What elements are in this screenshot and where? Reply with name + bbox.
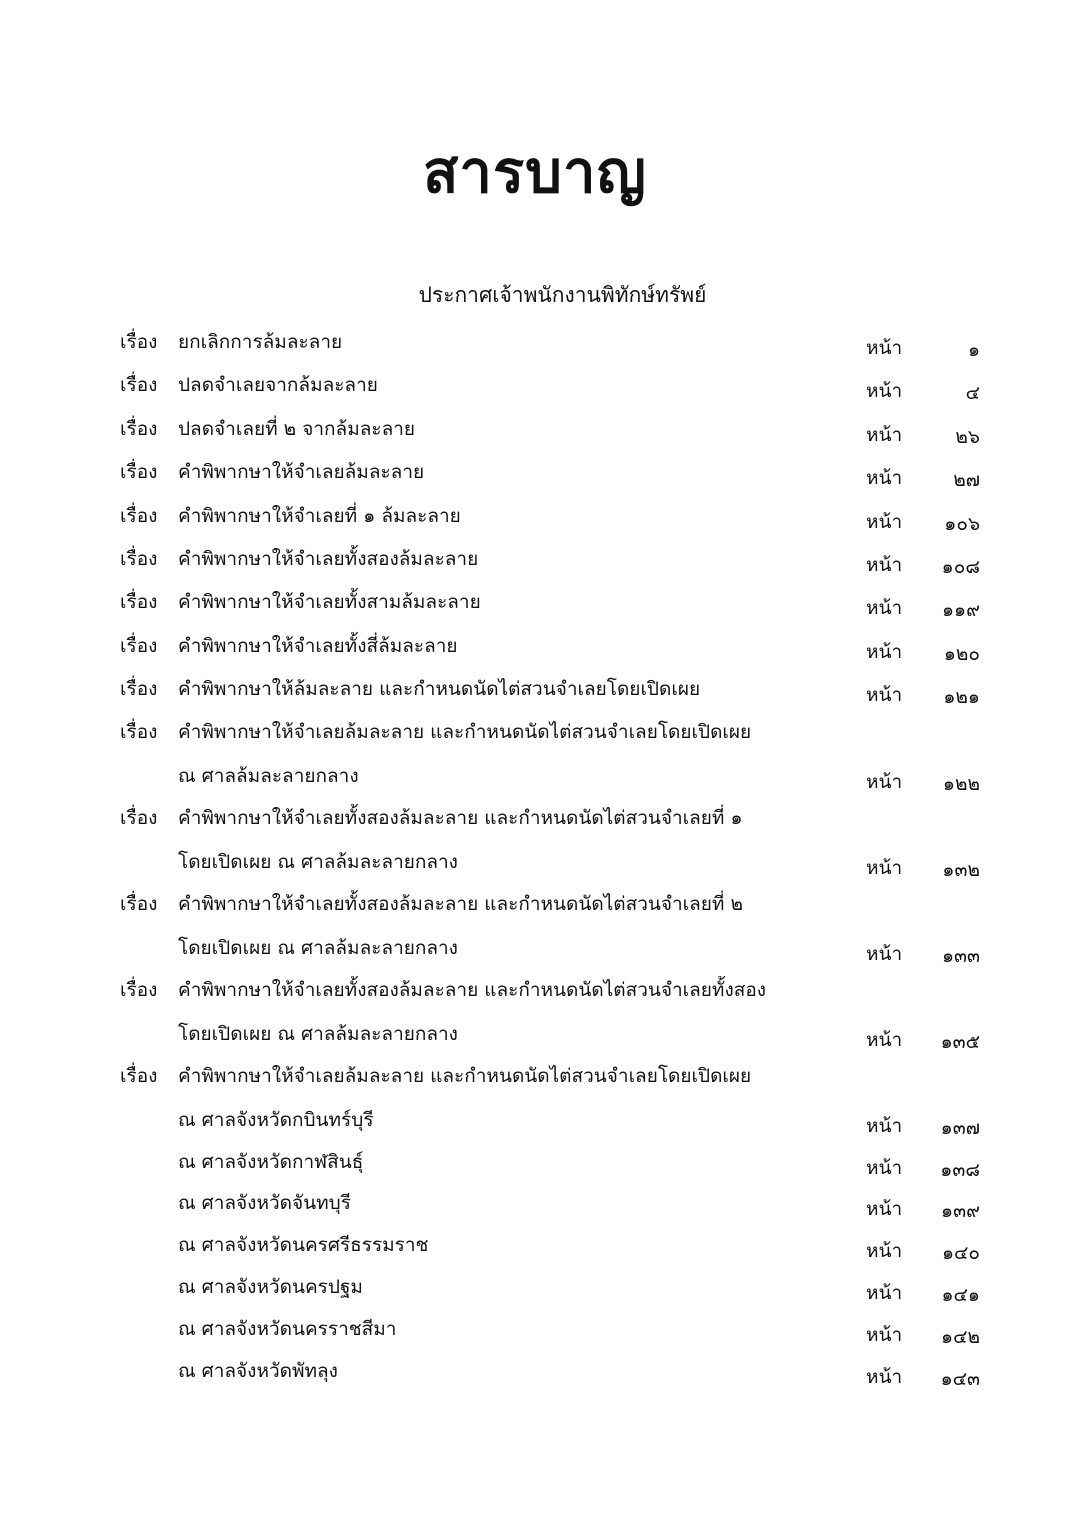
entry-text: ณ ศาลจังหวัดพัทลุง: [178, 1360, 338, 1382]
page-label: หน้า: [866, 597, 903, 619]
entry-keyword: เรื่อง: [120, 979, 158, 1001]
page-label: หน้า: [866, 337, 903, 359]
entry-keyword: เรื่อง: [120, 374, 158, 396]
toc-entry-continuation: [0, 850, 1070, 884]
toc-entry: [0, 1064, 1070, 1098]
entry-keyword: เรื่อง: [120, 331, 158, 353]
page-number: ๑: [967, 339, 980, 361]
entry-keyword: เรื่อง: [120, 807, 158, 829]
entry-keyword: เรื่อง: [120, 721, 158, 743]
toc-entry: [0, 330, 1070, 364]
toc-sub-entry: [0, 1275, 1070, 1309]
page-label: หน้า: [866, 684, 903, 706]
entry-text: ณ ศาลล้มละลายกลาง: [178, 765, 359, 787]
toc-entry: [0, 590, 1070, 624]
entry-text: คำพิพากษาให้จำเลยทั้งสองล้มละลาย และกำหนดนัดไต่สวนจำเลยที่ ๑: [178, 807, 743, 829]
entry-text: ณ ศาลจังหวัดจันทบุรี: [178, 1192, 351, 1214]
page-number: ๑๑๙: [941, 599, 980, 621]
page-label: หน้า: [866, 1115, 903, 1137]
entry-text: คำพิพากษาให้จำเลยทั้งสองล้มละลาย และกำหนดนัดไต่สวนจำเลยทั้งสอง: [178, 979, 767, 1001]
page-label: หน้า: [866, 1198, 903, 1220]
toc-entry: [0, 417, 1070, 451]
page-label: หน้า: [866, 1366, 903, 1388]
page-number: ๑๓๘: [940, 1159, 980, 1181]
page-number: ๑๓๕: [940, 1031, 980, 1053]
toc-entry: [0, 460, 1070, 494]
page-label: หน้า: [866, 641, 903, 663]
toc-entry: [0, 978, 1070, 1012]
page-label: หน้า: [866, 1324, 903, 1346]
page-number: ๔: [965, 382, 980, 404]
page-label: หน้า: [866, 511, 903, 533]
page-label: หน้า: [866, 554, 903, 576]
entry-text: ณ ศาลจังหวัดนครราชสีมา: [178, 1318, 397, 1340]
entry-text: คำพิพากษาให้จำเลยที่ ๑ ล้มละลาย: [178, 505, 461, 527]
entry-keyword: เรื่อง: [120, 678, 158, 700]
page-number: ๑๓๗: [940, 1117, 980, 1139]
entry-text: ยกเลิกการล้มละลาย: [178, 331, 343, 353]
page-label: หน้า: [866, 1157, 903, 1179]
toc-entry: [0, 373, 1070, 407]
page-number: ๑๒๑: [943, 686, 980, 708]
page-number: ๑๓๒: [942, 859, 980, 881]
page-number: ๒๗: [953, 469, 980, 491]
page-number: ๑๒๐: [943, 643, 980, 665]
page-number: ๑๔๑: [941, 1284, 980, 1306]
toc-entry: [0, 634, 1070, 668]
entry-keyword: เรื่อง: [120, 893, 158, 915]
entry-text: ปลดจำเลยจากล้มละลาย: [178, 374, 378, 396]
entry-text: คำพิพากษาให้จำเลยทั้งสองล้มละลาย และกำหนดนัดไต่สวนจำเลยที่ ๒: [178, 893, 744, 915]
toc-entry: [0, 547, 1070, 581]
page-number: ๑๐๖: [944, 513, 980, 535]
entry-text: คำพิพากษาให้จำเลยล้มละลาย และกำหนดนัดไต่สวนจำเลยโดยเปิดเผย: [178, 721, 752, 743]
page-label: หน้า: [866, 1282, 903, 1304]
entry-text: คำพิพากษาให้ล้มละลาย และกำหนดนัดไต่สวนจำเลยโดยเปิดเผย: [178, 678, 701, 700]
page-number: ๑๓๙: [941, 1200, 980, 1222]
entry-keyword: เรื่อง: [120, 461, 158, 483]
entry-text: คำพิพากษาให้จำเลยล้มละลาย และกำหนดนัดไต่สวนจำเลยโดยเปิดเผย: [178, 1065, 752, 1087]
page-label: หน้า: [866, 467, 903, 489]
entry-text: คำพิพากษาให้จำเลยทั้งสี่ล้มละลาย: [178, 635, 458, 657]
entry-text: โดยเปิดเผย ณ ศาลล้มละลายกลาง: [178, 851, 458, 873]
entry-keyword: เรื่อง: [120, 548, 158, 570]
page-title: สารบาญ: [423, 138, 647, 206]
entry-text: ณ ศาลจังหวัดนครปฐม: [178, 1276, 363, 1298]
entry-keyword: เรื่อง: [120, 505, 158, 527]
toc-entry-continuation: [0, 1022, 1070, 1056]
entry-text: ณ ศาลจังหวัดกาฬสินธุ์: [178, 1151, 364, 1173]
page-number: ๑๒๒: [942, 773, 980, 795]
page-label: หน้า: [866, 943, 903, 965]
entry-text: ณ ศาลจังหวัดกบินทร์บุรี: [178, 1109, 374, 1131]
section-heading: ประกาศเจ้าพนักงานพิทักษ์ทรัพย์: [418, 283, 707, 307]
entry-text: โดยเปิดเผย ณ ศาลล้มละลายกลาง: [178, 1023, 458, 1045]
entry-text: ณ ศาลจังหวัดนครศรีธรรมราช: [178, 1234, 429, 1256]
page-number: ๑๐๘: [941, 556, 980, 578]
toc-sub-entry: [0, 1108, 1070, 1142]
page-label: หน้า: [866, 771, 903, 793]
page-number: ๑๔๐: [941, 1242, 980, 1264]
entry-keyword: เรื่อง: [120, 591, 158, 613]
entry-text: โดยเปิดเผย ณ ศาลล้มละลายกลาง: [178, 937, 458, 959]
page-label: หน้า: [866, 857, 903, 879]
entry-keyword: เรื่อง: [120, 418, 158, 440]
page-number: ๑๔๓: [940, 1368, 980, 1390]
page-label: หน้า: [866, 380, 903, 402]
toc-entry-continuation: [0, 764, 1070, 798]
entry-text: คำพิพากษาให้จำเลยล้มละลาย: [178, 461, 425, 483]
toc-entry: [0, 677, 1070, 711]
toc-sub-entry: [0, 1191, 1070, 1225]
toc-sub-entry: [0, 1359, 1070, 1393]
toc-sub-entry: [0, 1233, 1070, 1267]
toc-entry-continuation: [0, 936, 1070, 970]
entry-text: คำพิพากษาให้จำเลยทั้งสามล้มละลาย: [178, 591, 481, 613]
toc-entry: [0, 892, 1070, 926]
page-label: หน้า: [866, 1029, 903, 1051]
entry-text: ปลดจำเลยที่ ๒ จากล้มละลาย: [178, 418, 416, 440]
entry-keyword: เรื่อง: [120, 1065, 158, 1087]
page-number: ๑๓๓: [941, 945, 980, 967]
page-label: หน้า: [866, 1240, 903, 1262]
page-number: ๒๖: [955, 426, 980, 448]
page-label: หน้า: [866, 424, 903, 446]
toc-entry: [0, 504, 1070, 538]
entry-keyword: เรื่อง: [120, 635, 158, 657]
toc-entry: [0, 806, 1070, 840]
toc-sub-entry: [0, 1150, 1070, 1184]
toc-sub-entry: [0, 1317, 1070, 1351]
toc-entry: [0, 720, 1070, 754]
entry-text: คำพิพากษาให้จำเลยทั้งสองล้มละลาย: [178, 548, 479, 570]
page-number: ๑๔๒: [941, 1326, 980, 1348]
